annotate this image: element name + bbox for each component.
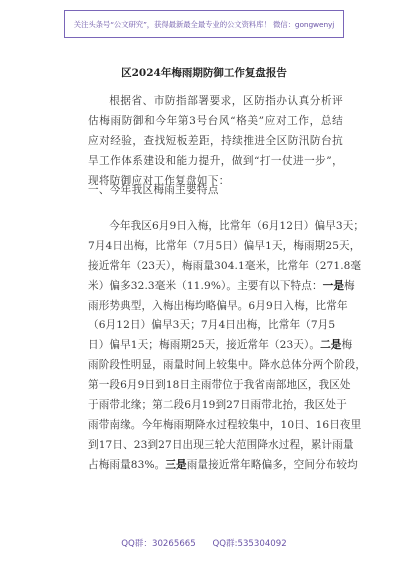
emphasis-marker: 一是 <box>322 279 345 292</box>
body-line <box>88 237 361 257</box>
body-line <box>88 376 351 396</box>
body-line <box>88 277 355 297</box>
body-line-text: 7月4日出梅，比常年（7月5日）偏早1天，梅雨期25天， <box>88 239 361 252</box>
body-line-text: 第一段6月9日到18日主雨带位于我省南部地区，我区处 <box>88 379 351 392</box>
document-title: 区2024年梅雨期防御工作复盘报告 <box>121 67 287 79</box>
body-line-text: 雨形势典型，入梅出梅均略偏早。6月9日入梅，比常年 <box>88 299 348 312</box>
header-banner: 关注头条号“公文研究”，获得最新最全最专业的公文资料库！ 微信：gongwenyj <box>64 10 344 38</box>
emphasis-marker: 二是 <box>320 339 342 352</box>
body-line <box>88 436 354 456</box>
body-line-text: 到17日、23到27日出现三轮大范围降水过程，累计雨量 <box>88 438 354 451</box>
body-line <box>88 217 365 237</box>
body-line-text: 雨阶段性明显，雨量时间上较集中。降水总体分两个阶段， <box>88 359 367 372</box>
body-line-text: 占梅雨量83%。 <box>88 458 166 471</box>
body-line-text: 雨带南缘。今年梅雨期降水过程较集中，10日、16日夜里 <box>88 418 362 431</box>
body-line <box>88 297 348 317</box>
body-line-text: （6月12日）偏早3天；7月4日出梅，比常年（7月5 <box>88 319 336 332</box>
section-heading: 一、今年我区梅雨主要特点 <box>88 184 219 196</box>
body-line <box>88 396 348 416</box>
body-line-continuation: 梅 <box>341 339 353 352</box>
body-line-text: 今年我区6月9日入梅，比常年（6月12日）偏早3天； <box>109 220 365 232</box>
body-line-continuation: 雨量接近常年略偏多，空间分布较均 <box>186 458 358 471</box>
body-line-text: 于雨带北缘；第二段6月19到27日雨带北抬，我区处于 <box>88 399 347 412</box>
intro-paragraph: 根据省、市防指部署要求，区防指办认真分析评估梅雨防御和今年第3号台风“格美”应对工作，总结应对经验，查找短板差距，持续推进全区防汛防台抗旱工作体系建设和能力提升，做到“打一仗进一步”，现将防御应对工作复盘如下： <box>88 95 343 187</box>
body-line-text: 接近常年（23天），梅雨量304.1毫米，比常年（271.8毫 <box>88 259 362 272</box>
body-line <box>88 316 348 336</box>
emphasis-marker: 三是 <box>165 458 187 471</box>
body-text <box>88 217 367 476</box>
footer-qq-groups: QQ群：30265665 QQ群:535304092 <box>121 539 287 549</box>
body-line <box>88 336 353 356</box>
body-line <box>88 456 358 476</box>
body-line <box>88 257 362 277</box>
body-line <box>88 356 367 376</box>
body-line-text: 日）偏早1天；梅雨期25天，接近常年（23天）。 <box>88 339 321 352</box>
body-line-continuation: 梅 <box>344 279 355 292</box>
body-line <box>88 416 362 436</box>
body-line-text: 米）偏多32.3毫米（11.9%）。主要有以下特点： <box>88 279 323 292</box>
